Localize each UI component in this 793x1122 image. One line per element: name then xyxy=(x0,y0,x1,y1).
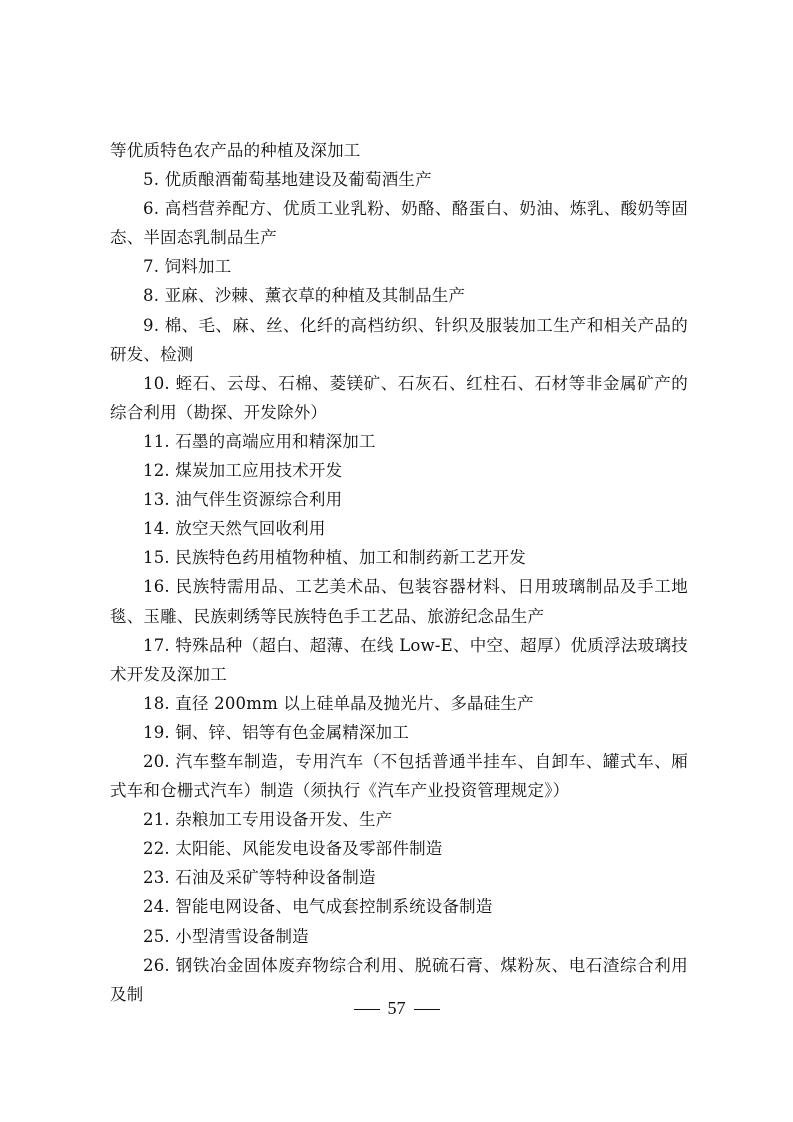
list-item: 6. 高档营养配方、优质工业乳粉、奶酪、酪蛋白、奶油、炼乳、酸奶等固态、半固态乳制品生产 xyxy=(110,199,688,248)
list-item: 19. 铜、锌、铝等有色金属精深加工 xyxy=(143,722,410,742)
list-item: 9. 棉、毛、麻、丝、化纤的高档纺织、针织及服装加工生产和相关产品的研发、检测 xyxy=(110,315,688,364)
list-item: 15. 民族特色药用植物种植、加工和制药新工艺开发 xyxy=(143,548,526,568)
list-item: 10. 蛭石、云母、石棉、菱镁矿、石灰石、红柱石、石材等非金属矿产的综合利用（勘探、开发除外） xyxy=(110,373,688,422)
list-item: 21. 杂粮加工专用设备开发、生产 xyxy=(143,810,393,830)
list-item: 25. 小型清雪设备制造 xyxy=(143,926,309,946)
list-item: 5. 优质酿酒葡萄基地建设及葡萄酒生产 xyxy=(143,170,432,190)
list-item: 26. 钢铁冶金固体废弃物综合利用、脱硫石膏、煤粉灰、电石渣综合利用及制 xyxy=(110,955,688,1004)
document-body xyxy=(110,136,688,1009)
list-item: 7. 饲料加工 xyxy=(143,257,232,277)
list-item: 18. 直径 200mm 以上硅单晶及抛光片、多晶硅生产 xyxy=(143,693,534,713)
list-item: 16. 民族特需用品、工艺美术品、包装容器材料、日用玻璃制品及手工地毯、玉雕、民族刺绣等民族特色手工艺品、旅游纪念品生产 xyxy=(110,577,688,626)
list-item: 13. 油气伴生资源综合利用 xyxy=(143,490,343,510)
list-item: 17. 特殊品种（超白、超薄、在线 Low-E、中空、超厚）优质浮法玻璃技术开发及深加工 xyxy=(110,635,688,684)
list-item: 23. 石油及采矿等特种设备制造 xyxy=(143,868,376,888)
list-item: 20. 汽车整车制造，专用汽车（不包括普通半挂车、自卸车、罐式车、厢式车和仓栅式汽车）制造（须执行《汽车产业投资管理规定》） xyxy=(110,751,688,801)
list-item: 8. 亚麻、沙棘、薰衣草的种植及其制品生产 xyxy=(143,286,466,306)
page-number: 57 xyxy=(387,998,406,1018)
footer-dash-right xyxy=(414,1009,440,1010)
list-item: 14. 放空天然气回收利用 xyxy=(143,519,326,539)
footer-dash-left xyxy=(354,1009,380,1010)
list-item: 11. 石墨的高端应用和精深加工 xyxy=(143,431,376,451)
list-item: 12. 煤炭加工应用技术开发 xyxy=(143,461,343,481)
page-footer xyxy=(0,998,793,1019)
paragraph-continuation: 等优质特色农产品的种植及深加工 xyxy=(110,141,361,160)
list-item: 24. 智能电网设备、电气成套控制系统设备制造 xyxy=(143,897,493,917)
list-item: 22. 太阳能、风能发电设备及零部件制造 xyxy=(143,839,443,859)
